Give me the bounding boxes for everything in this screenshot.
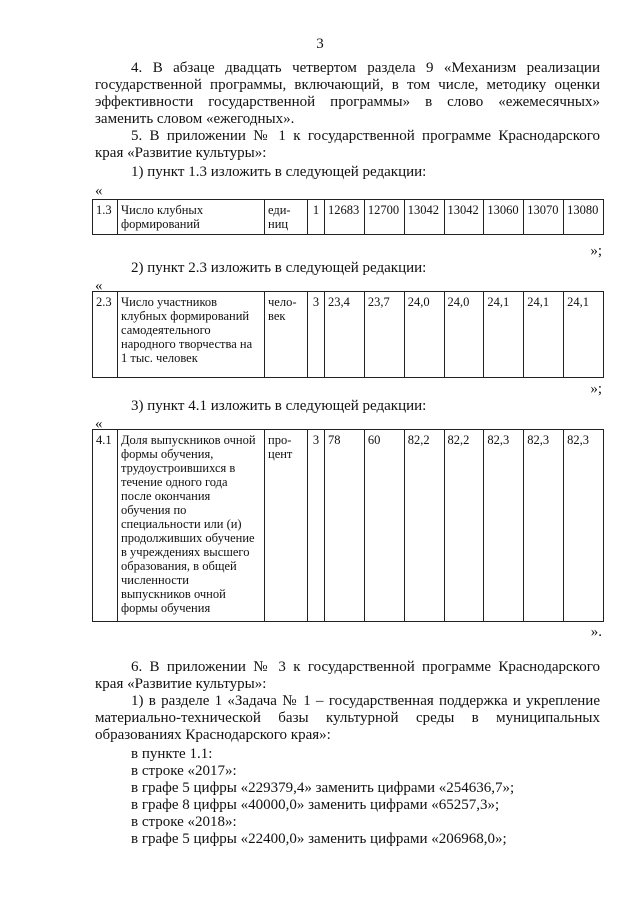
cell-value: 12683 [325,200,365,235]
cell-value: 24,0 [444,292,484,378]
cell-value: 13080 [564,200,604,235]
table-4-1 [92,429,604,622]
cell-unit: про-цент [265,430,308,622]
instruction-line: в графе 8 цифры «40000,0» заменить цифрами «65257,3»; [131,797,500,813]
paragraph-6: 6. В приложении № 3 к государственной программе Краснодарского края «Развитие культуры»: [95,659,600,692]
quote-open-3: « [95,416,103,432]
quote-open-1: « [95,183,103,199]
item-2-heading: 2) пункт 2.3 изложить в следующей редакции: [131,260,427,276]
cell-value: 82,3 [484,430,524,622]
cell-unit: еди-ниц [265,200,308,235]
instruction-line: в строке «2018»: [131,814,237,830]
item-1-heading: 1) пункт 1.3 изложить в следующей редакции: [131,164,427,180]
quote-close-1: »; [590,243,602,259]
cell-code: 3 [308,430,325,622]
cell-value: 13042 [404,200,444,235]
cell-value: 82,3 [564,430,604,622]
cell-value: 78 [325,430,365,622]
quote-open-2: « [95,278,103,294]
cell-num: 4.1 [93,430,118,622]
paragraph-4: 4. В абзаце двадцать четвертом раздела 9 «Механизм реализации государственной программы, включающий, в том числе, методику оценки эффективности государственной программы» в слово «ежемесячных» заменить словом «ежегодных». [95,60,600,127]
cell-value: 82,3 [524,430,564,622]
item-3-heading: 3) пункт 4.1 изложить в следующей редакции: [131,398,427,414]
table-row [93,200,604,235]
cell-value: 24,1 [484,292,524,378]
cell-value: 82,2 [404,430,444,622]
cell-value: 24,1 [524,292,564,378]
cell-value: 12700 [364,200,404,235]
cell-code: 1 [308,200,325,235]
cell-num: 2.3 [93,292,118,378]
cell-value: 23,4 [325,292,365,378]
table-2-3 [92,291,604,378]
table-row [93,292,604,378]
cell-num: 1.3 [93,200,118,235]
cell-value: 23,7 [364,292,404,378]
paragraph-5: 5. В приложении № 1 к государственной программе Краснодарского края «Развитие культуры»: [95,128,600,161]
cell-value: 13070 [524,200,564,235]
cell-value: 60 [364,430,404,622]
cell-name: Число участников клубных формирований самодеятельного народного творчества на 1 тыс. человек [118,292,265,378]
paragraph-6-1: 1) в разделе 1 «Задача № 1 – государственная поддержка и укрепление материально-технической базы культурной среды в муниципальных образованиях Краснодарского края»: [95,693,600,743]
cell-value: 24,1 [564,292,604,378]
cell-value: 24,0 [404,292,444,378]
cell-value: 82,2 [444,430,484,622]
instruction-line: в графе 5 цифры «229379,4» заменить цифрами «254636,7»; [131,780,515,796]
instruction-line: в строке «2017»: [131,763,237,779]
instruction-line: в графе 5 цифры «22400,0» заменить цифрами «206968,0»; [131,831,507,847]
cell-code: 3 [308,292,325,378]
cell-value: 13060 [484,200,524,235]
table-1-3 [92,199,604,235]
cell-value: 13042 [444,200,484,235]
page-number: 3 [316,36,324,52]
instruction-line: в пункте 1.1: [131,746,213,762]
quote-close-2: »; [590,381,602,397]
cell-name: Доля выпускников очной формы обучения, трудоустроившихся в течение одного года после окончания обучения по специальности или (и) продолживших обучение в учреждениях высшего образования, в общей численности выпускников очной формы обучения [118,430,265,622]
quote-close-3: ». [590,624,602,640]
table-row [93,430,604,622]
cell-name: Число клубных формирований [118,200,265,235]
cell-unit: чело-век [265,292,308,378]
